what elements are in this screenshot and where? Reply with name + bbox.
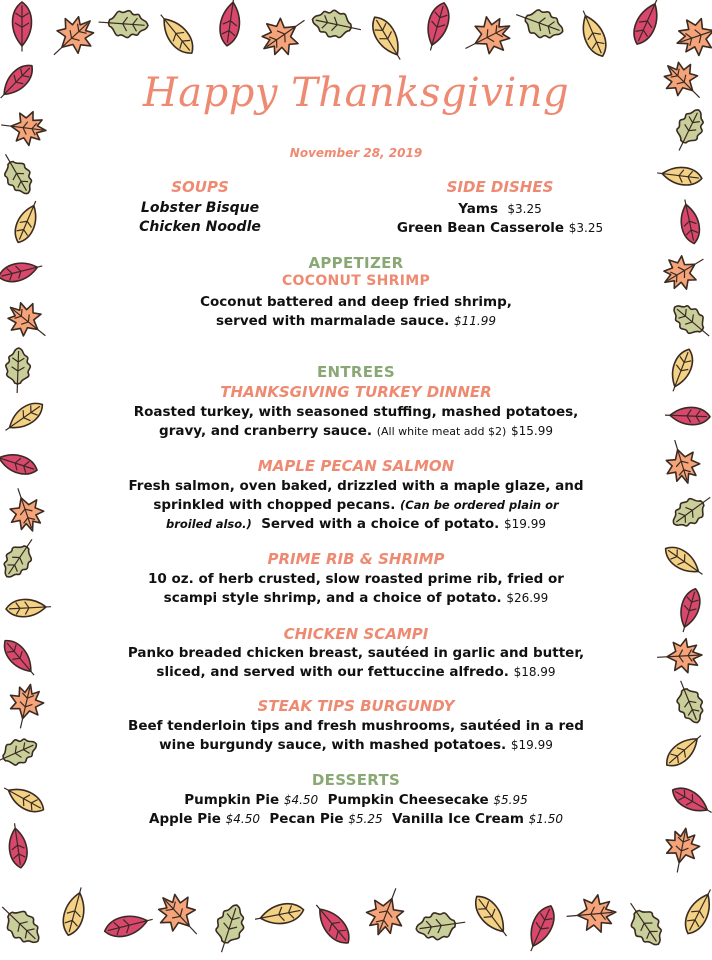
- entrees-heading: ENTREES: [317, 363, 395, 381]
- soup-item: Lobster Bisque: [140, 200, 260, 216]
- salmon-desc-text: Served with a choice of potato.: [261, 516, 500, 532]
- salmon-desc-line: [46, 515, 666, 533]
- prime-rib-desc-text: scampi style shrimp, and a choice of potato.: [163, 590, 502, 606]
- scampi-desc-line: Panko breaded chicken breast, sautéed in garlic and butter,: [127, 645, 585, 661]
- turkey-dinner-name: THANKSGIVING TURKEY DINNER: [220, 383, 492, 401]
- dessert-price: $1.50: [528, 812, 563, 826]
- soups-heading: SOUPS: [171, 178, 229, 196]
- page-title: Happy Thanksgiving: [142, 70, 570, 116]
- prime-rib-price: $26.99: [506, 591, 549, 605]
- desserts-heading: DESSERTS: [311, 771, 401, 789]
- prime-rib-name: PRIME RIB & SHRIMP: [267, 550, 445, 568]
- side-dish-name: Yams: [458, 201, 498, 217]
- event-date: November 28, 2019: [289, 146, 423, 160]
- scampi-price: $18.99: [513, 665, 556, 679]
- steak-desc-text: wine burgundy sauce, with mashed potatoes.: [159, 737, 507, 753]
- dessert-name: Pumpkin Pie: [184, 792, 280, 808]
- scampi-desc-line: [46, 663, 666, 681]
- salmon-name: MAPLE PECAN SALMON: [257, 457, 455, 475]
- desserts-line: [56, 791, 656, 809]
- chicken-scampi-name: CHICKEN SCAMPI: [283, 625, 429, 643]
- turkey-price: $15.99: [510, 424, 553, 438]
- appetizer-desc-text: served with marmalade sauce.: [215, 313, 450, 329]
- dessert-price: $4.50: [225, 812, 260, 826]
- side-dish-price: $3.25: [507, 202, 542, 216]
- appetizer-desc-line: Coconut battered and deep fried shrimp,: [200, 294, 512, 310]
- dessert-price: $4.50: [283, 793, 319, 807]
- side-dish-name: Green Bean Casserole: [396, 220, 565, 236]
- salmon-note: broiled also.): [165, 517, 252, 531]
- scampi-desc-text: sliced, and served with our fettuccine alfredo.: [156, 664, 509, 680]
- prime-rib-desc-line: 10 oz. of herb crusted, slow roasted prime rib, fried or: [148, 571, 564, 587]
- desserts-line: [36, 810, 676, 828]
- side-dish-item: [380, 200, 620, 218]
- dessert-name: Vanilla Ice Cream: [392, 811, 524, 827]
- steak-tips-name: STEAK TIPS BURGUNDY: [257, 697, 455, 715]
- dessert-name: Pumpkin Cheesecake: [327, 792, 489, 808]
- turkey-note: (All white meat add $2): [376, 425, 507, 438]
- turkey-desc-text: gravy, and cranberry sauce.: [159, 423, 372, 439]
- salmon-desc-text: sprinkled with chopped pecans.: [153, 497, 396, 513]
- steak-desc-line: [46, 736, 666, 754]
- dessert-name: Pecan Pie: [269, 811, 344, 827]
- appetizer-price: $11.99: [454, 314, 497, 328]
- side-dishes-heading: SIDE DISHES: [446, 178, 554, 196]
- appetizer-heading: APPETIZER: [308, 254, 404, 272]
- appetizer-desc-line: [56, 312, 656, 330]
- prime-rib-desc-line: [46, 589, 666, 607]
- salmon-price: $19.99: [504, 517, 546, 531]
- dessert-name: Apple Pie: [149, 811, 221, 827]
- steak-desc-line: Beef tenderloin tips and fresh mushrooms, sautéed in a red: [128, 718, 584, 734]
- turkey-desc-line: Roasted turkey, with seasoned stuffing, mashed potatoes,: [133, 404, 579, 420]
- dessert-price: $5.95: [493, 793, 528, 807]
- salmon-desc-line: Fresh salmon, oven baked, drizzled with a maple glaze, and: [128, 478, 584, 494]
- side-dish-price: $3.25: [568, 221, 604, 235]
- dessert-price: $5.25: [348, 812, 383, 826]
- side-dish-item: [370, 219, 630, 237]
- steak-price: $19.99: [510, 738, 553, 752]
- salmon-note: (Can be ordered plain or: [400, 498, 559, 512]
- salmon-desc-line: [46, 496, 666, 514]
- turkey-desc-line: [46, 422, 666, 441]
- appetizer-name: COCONUT SHRIMP: [281, 273, 431, 289]
- soup-item: Chicken Noodle: [139, 219, 261, 235]
